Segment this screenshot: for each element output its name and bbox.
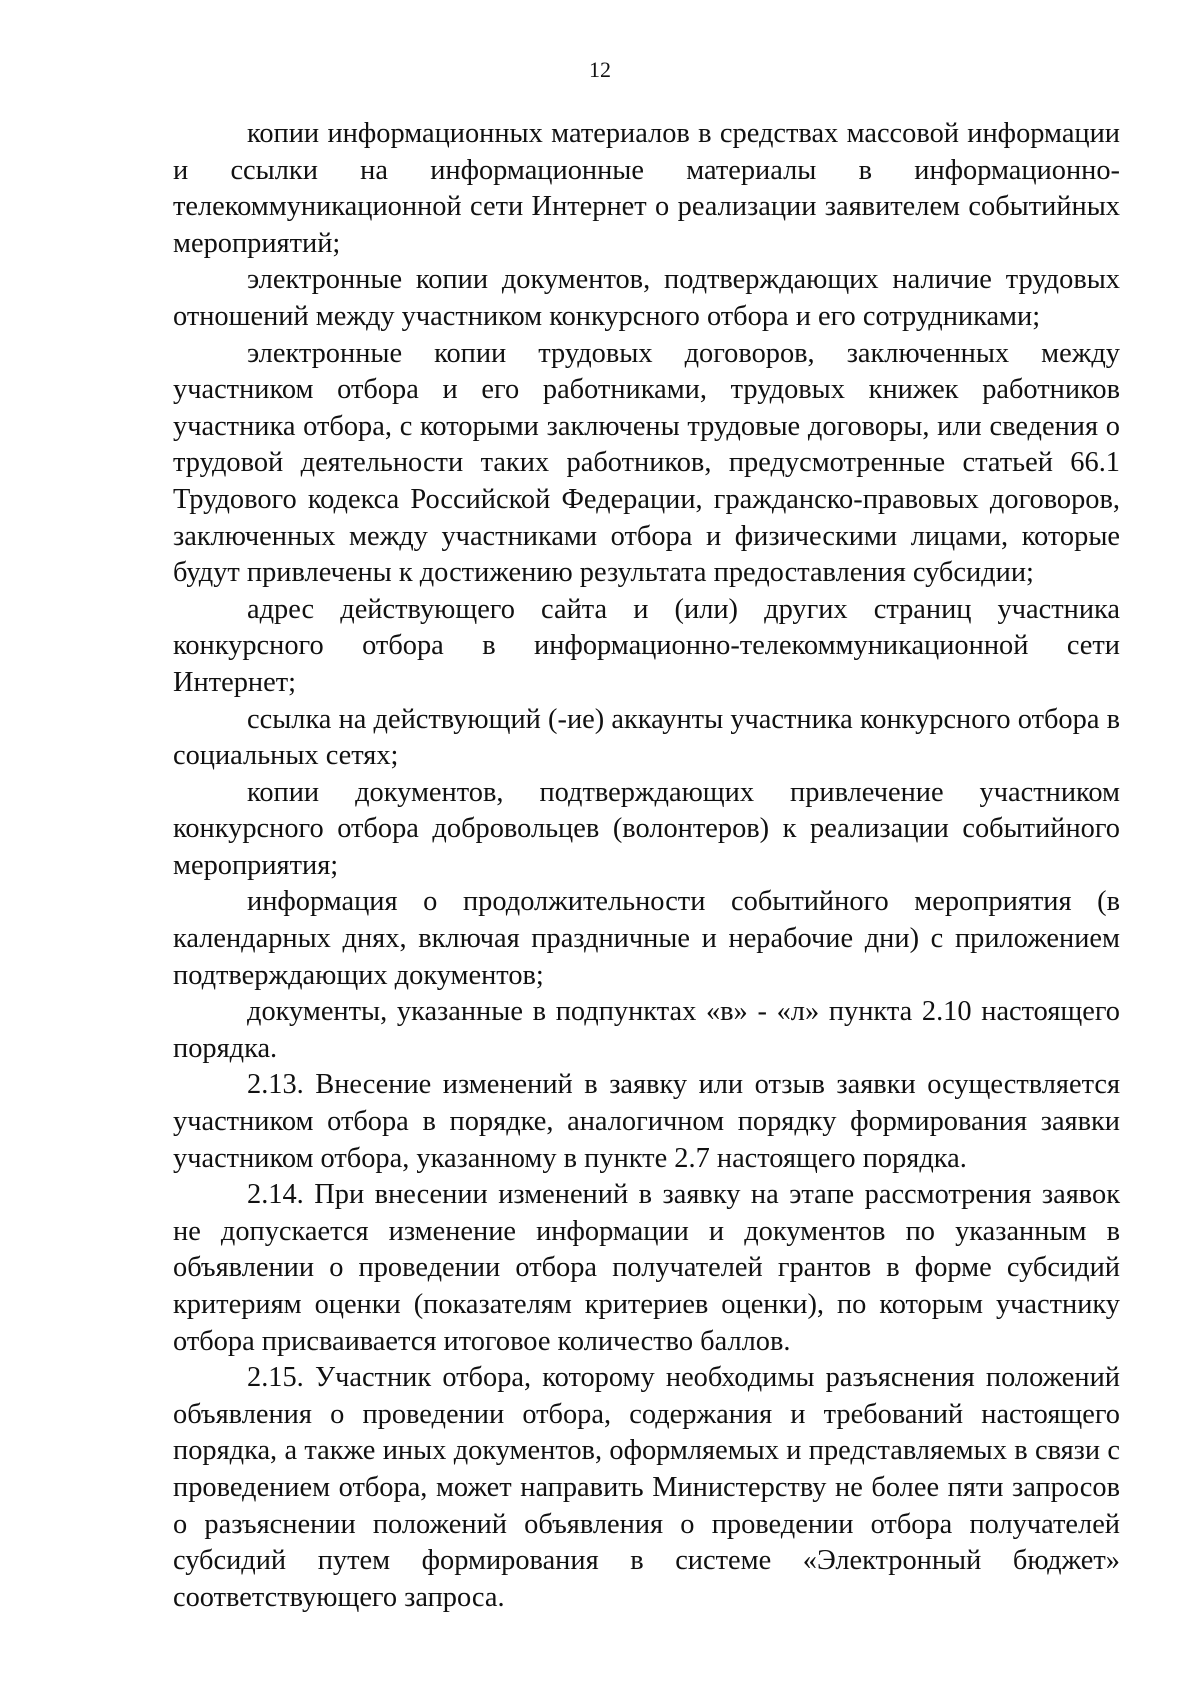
paragraph-2-13: 2.13. Внесение изменений в заявку или отзыв заявки осуществляется участником отбора в порядке, аналогичном порядку формирования заявки участником отбора, указанному в пункте 2.7 настоящего порядка.: [173, 1069, 1120, 1174]
paragraph-volunteers: копии документов, подтверждающих привлечение участником конкурсного отбора добровольцев (волонтеров) к реализации событийного мероприятия;: [173, 776, 1120, 881]
paragraph-website-address: адрес действующего сайта и (или) других страниц участника конкурсного отбора в информационно-телекоммуникационной сети Интернет;: [173, 593, 1120, 698]
paragraph-social-accounts: ссылка на действующий (-ие) аккаунты участника конкурсного отбора в социальных сетях;: [173, 703, 1120, 772]
paragraph-2-14: 2.14. При внесении изменений в заявку на этапе рассмотрения заявок не допускается изменение информации и документов по указанным в объявлении о проведении отбора получателей грантов в форме субсидий критериям оценки (показателям критериев оценки), по которым участнику отбора присваивается итоговое количество баллов.: [173, 1179, 1120, 1357]
paragraph-labor-contracts: электронные копии трудовых договоров, заключенных между участником отбора и его работниками, трудовых книжек работников участника отбора, с которыми заключены трудовые договоры, или сведения о трудовой деятельности таких работников, предусмотренные статьей 66.1 Трудового кодекса Российской Федерации, гражданско-правовых договоров, заключенных между участниками отбора и физическими лицами, которые будут привлечены к достижению результата предоставления субсидии;: [173, 337, 1120, 589]
paragraph-documents-subpoints: документы, указанные в подпунктах «в» - «л» пункта 2.10 настоящего порядка.: [173, 996, 1120, 1064]
document-body: [173, 116, 1120, 1616]
page-number: 12: [589, 57, 611, 82]
paragraph-labor-relations: электронные копии документов, подтверждающих наличие трудовых отношений между участником конкурсного отбора и его сотрудниками;: [173, 264, 1120, 332]
paragraph-2-15: 2.15. Участник отбора, которому необходимы разъяснения положений объявления о проведении отбора, содержания и требований настоящего порядка, а также иных документов, оформляемых и представляемых в связи с проведением отбора, может направить Министерству не более пяти запросов о разъяснении положений объявления о проведении отбора получателей субсидий путем формирования в системе «Электронный бюджет» соответствующего запроса.: [173, 1362, 1120, 1613]
paragraph-media-copies: копии информационных материалов в средствах массовой информации и ссылки на информационные материалы в информационно-телекоммуникационной сети Интернет о реализации заявителем событийных мероприятий;: [173, 118, 1120, 259]
paragraph-event-duration: информация о продолжительности событийного мероприятия (в календарных днях, включая праздничные и нерабочие дни) с приложением подтверждающих документов;: [173, 886, 1120, 991]
